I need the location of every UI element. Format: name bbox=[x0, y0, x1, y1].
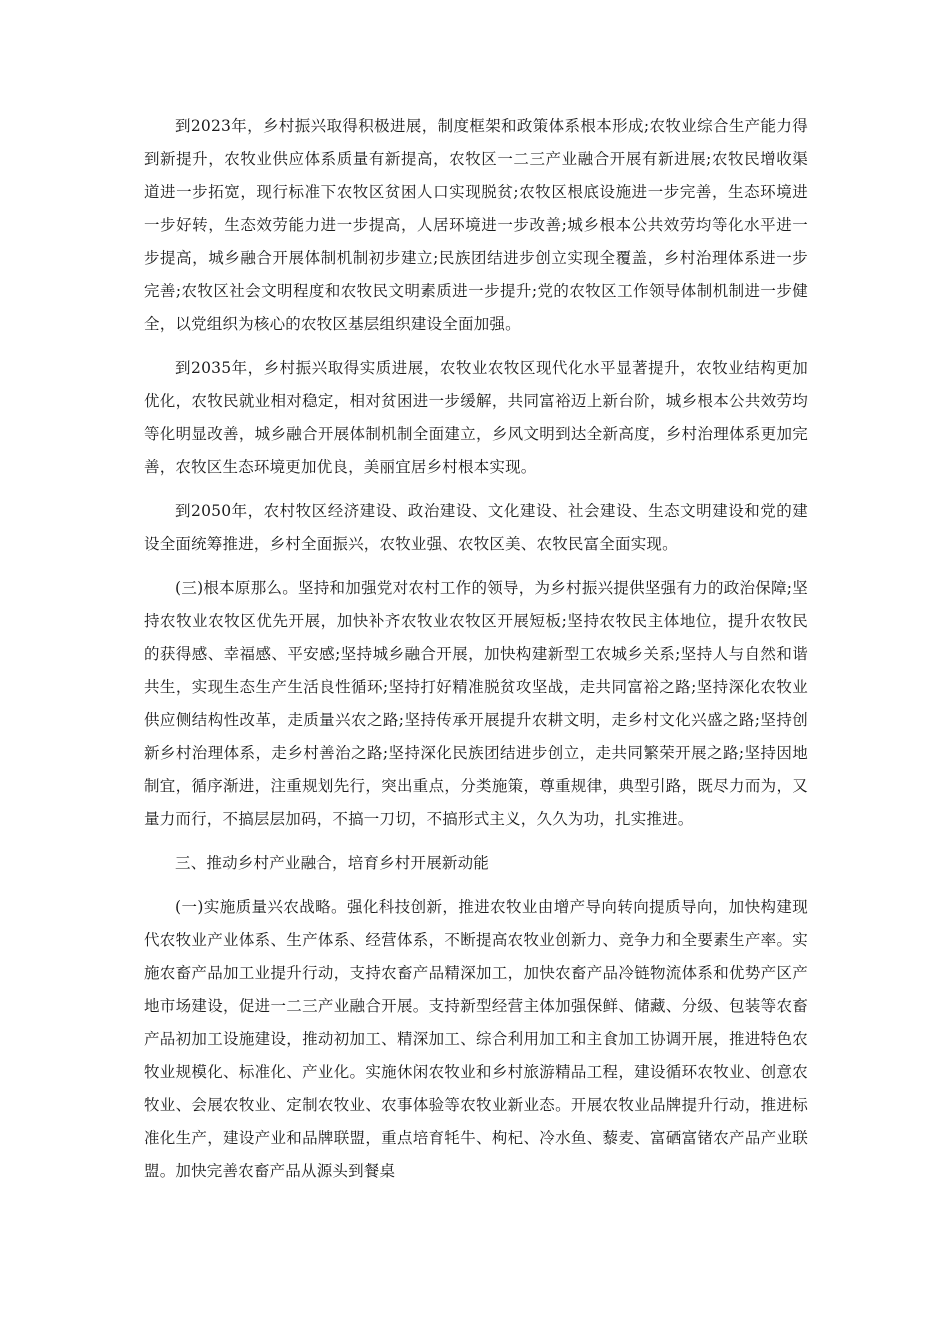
paragraph-quality-agriculture: (一)实施质量兴农战略。强化科技创新，推进农牧业由增产导向转向提质导向，加快构建现代农牧业产业体系、生产体系、经营体系，不断提高农牧业创新力、竞争力和全要素生产率。实施农畜产品加工业提升行动，支持农畜产品精深加工，加快农畜产品冷链物流体系和优势产区产地市场建设，促进一二三产业融合开展。支持新型经营主体加强保鲜、储藏、分级、包装等农畜产品初加工设施建设，推动初加工、精深加工、综合利用加工和主食加工协调开展，推进特色农牧业规模化、标准化、产业化。实施休闲农牧业和乡村旅游精品工程，建设循环农牧业、创意农牧业、会展农牧业、定制农牧业、农事体验等农牧业新业态。开展农牧业品牌提升行动，推进标准化生产，建设产业和品牌联盟，重点培育牦牛、枸杞、冷水鱼、藜麦、富硒富锗农产品产业联盟。加快完善农畜产品从源头到餐桌 bbox=[144, 898, 808, 1180]
paragraph-2023-goals: 到2023年，乡村振兴取得积极进展，制度框架和政策体系根本形成;农牧业综合生产能力得到新提升，农牧业供应体系质量有新提高，农牧区一二三产业融合开展有新进展;农牧民增收渠道进一步拓宽，现行标准下农牧区贫困人口实现脱贫;农牧区根底设施进一步完善，生态环境进一步好转，生态效劳能力进一步提高，人居环境进一步改善;城乡根本公共效劳均等化水平进一步提高，城乡融合开展体制机制初步建立;民族团结进步创立实现全覆盖，乡村治理体系进一步完善;农牧区社会文明程度和农牧民文明素质进一步提升;党的农牧区工作领导体制机制进一步健全，以党组织为核心的农牧区基层组织建设全面加强。 bbox=[144, 117, 808, 333]
section-heading-industry-integration: 三、推动乡村产业融合，培育乡村开展新动能 bbox=[175, 854, 490, 872]
paragraph-basic-principles: (三)根本原那么。坚持和加强党对农村工作的领导，为乡村振兴提供坚强有力的政治保障;坚持农牧业农牧区优先开展，加快补齐农牧业农牧区开展短板;坚持农牧民主体地位，提升农牧民的获得感、幸福感、平安感;坚持城乡融合开展，加快构建新型工农城乡关系;坚持人与自然和谐共生，实现生态生产生活良性循环;坚持打好精准脱贫攻坚战，走共同富裕之路;坚持深化农牧业供应侧结构性改革，走质量兴农之路;坚持传承开展提升农耕文明，走乡村文化兴盛之路;坚持创新乡村治理体系，走乡村善治之路;坚持深化民族团结进步创立，走共同繁荣开展之路;坚持因地制宜，循序渐进，注重规划先行，突出重点，分类施策，尊重规律，典型引路，既尽力而为，又量力而行，不搞层层加码，不搞一刀切，不搞形式主义，久久为功，扎实推进。 bbox=[144, 579, 808, 828]
paragraph-2035-goals: 到2035年，乡村振兴取得实质进展，农牧业农牧区现代化水平显著提升，农牧业结构更加优化，农牧民就业相对稳定，相对贫困进一步缓解，共同富裕迈上新台阶，城乡根本公共效劳均等化明显改善，城乡融合开展体制机制全面建立，乡风文明到达全新高度，乡村治理体系更加完善，农牧区生态环境更加优良，美丽宜居乡村根本实现。 bbox=[144, 359, 808, 476]
document-body bbox=[144, 110, 808, 1199]
paragraph-2050-goals: 到2050年，农村牧区经济建设、政治建设、文化建设、社会建设、生态文明建设和党的建设全面统筹推进，乡村全面振兴，农牧业强、农牧区美、农牧民富全面实现。 bbox=[144, 502, 808, 553]
